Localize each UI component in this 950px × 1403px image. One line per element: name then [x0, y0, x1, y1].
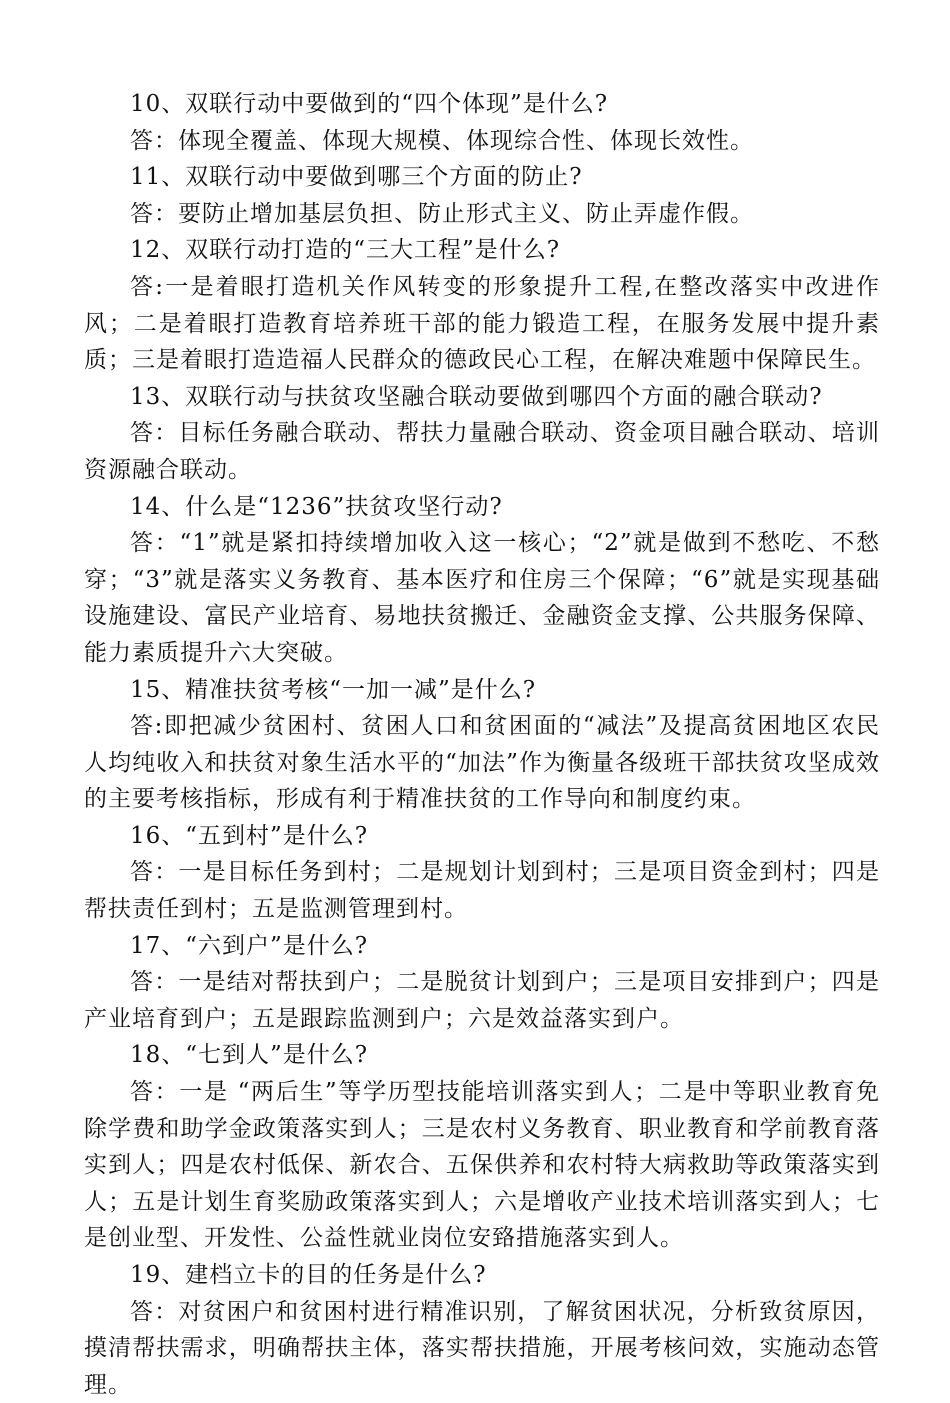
answer-13: 答：目标任务融合联动、帮扶力量融合联动、资金项目融合联动、培训资源融合联动。 — [84, 420, 880, 483]
question-16: 16、“五到村”是什么? — [130, 822, 369, 849]
answer-14: 答：“1”就是紧扣持续增加收入这一核心；“2”就是做到不愁吃、不愁穿；“3”就是落实义务教育、基本医疗和住房三个保障；“6”就是实现基础设施建设、富民产业培育、易地扶贫搬迁、金融资金支撑、公共服务保障、能力素质提升六大突破。 — [84, 530, 880, 666]
question-10: 10、双联行动中要做到的“四个体现”是什么? — [130, 91, 609, 117]
question-13: 13、双联行动与扶贫攻坚融合联动要做到哪四个方面的融合联动? — [130, 383, 823, 410]
question-12: 12、双联行动打造的“三大工程”是什么? — [130, 237, 561, 264]
question-11: 11、双联行动中要做到哪三个方面的防止? — [130, 164, 583, 191]
question-18: 18、“七到人”是什么? — [130, 1042, 369, 1069]
answer-10: 答：体现全覆盖、体现大规模、体现综合性、体现长效性。 — [130, 127, 754, 154]
answer-18: 答：一是 “两后生”等学历型技能培训落实到人；二是中等职业教育免除学费和助学金政策落实到人；三是农村义务教育、职业教育和学前教育落实到人；四是农村低保、新农合、五保供养和农村特大病救助等政策落实到人；五是计划生育奖励政策落实到人；六是增收产业技术培训落实到人；七是创业型、开发性、公益性就业岗位安臵措施落实到人。 — [84, 1079, 880, 1252]
question-14: 14、什么是“1236”扶贫攻坚行动? — [130, 493, 503, 520]
answer-17: 答：一是结对帮扶到户；二是脱贫计划到户；三是项目安排到户；四是产业培育到户；五是跟踪监测到户；六是效益落实到户。 — [84, 969, 880, 1032]
answer-11: 答：要防止增加基层负担、防止形式主义、防止弄虚作假。 — [130, 200, 754, 227]
answer-16: 答：一是目标任务到村；二是规划计划到村；三是项目资金到村；四是帮扶责任到村；五是监测管理到村。 — [84, 859, 880, 923]
question-19: 19、建档立卡的目的任务是什么? — [130, 1262, 487, 1288]
answer-19: 答：对贫困户和贫困村进行精准识别，了解贫困状况，分析致贫原因，摸清帮扶需求，明确帮扶主体，落实帮扶措施，开展考核问效，实施动态管理。 — [84, 1298, 880, 1398]
question-17: 17、“六到户”是什么? — [130, 932, 369, 959]
document-body — [84, 86, 880, 1403]
answer-15: 答:即把减少贫困村、贫困人口和贫困面的“减法”及提高贫困地区农民人均纯收入和扶贫对象生活水平的“加法”作为衡量各级班干部扶贫攻坚成效的主要考核指标，形成有利于精准扶贫的工作导向和制度约束。 — [84, 713, 880, 813]
answer-12: 答:一是着眼打造机关作风转变的形象提升工程,在整改落实中改进作风；二是着眼打造教育培养班干部的能力锻造工程，在服务发展中提升素质；三是着眼打造造福人民群众的德政民心工程，在解决难题中保障民生。 — [84, 273, 880, 374]
question-15: 15、精准扶贫考核“一加一减”是什么? — [130, 676, 537, 703]
